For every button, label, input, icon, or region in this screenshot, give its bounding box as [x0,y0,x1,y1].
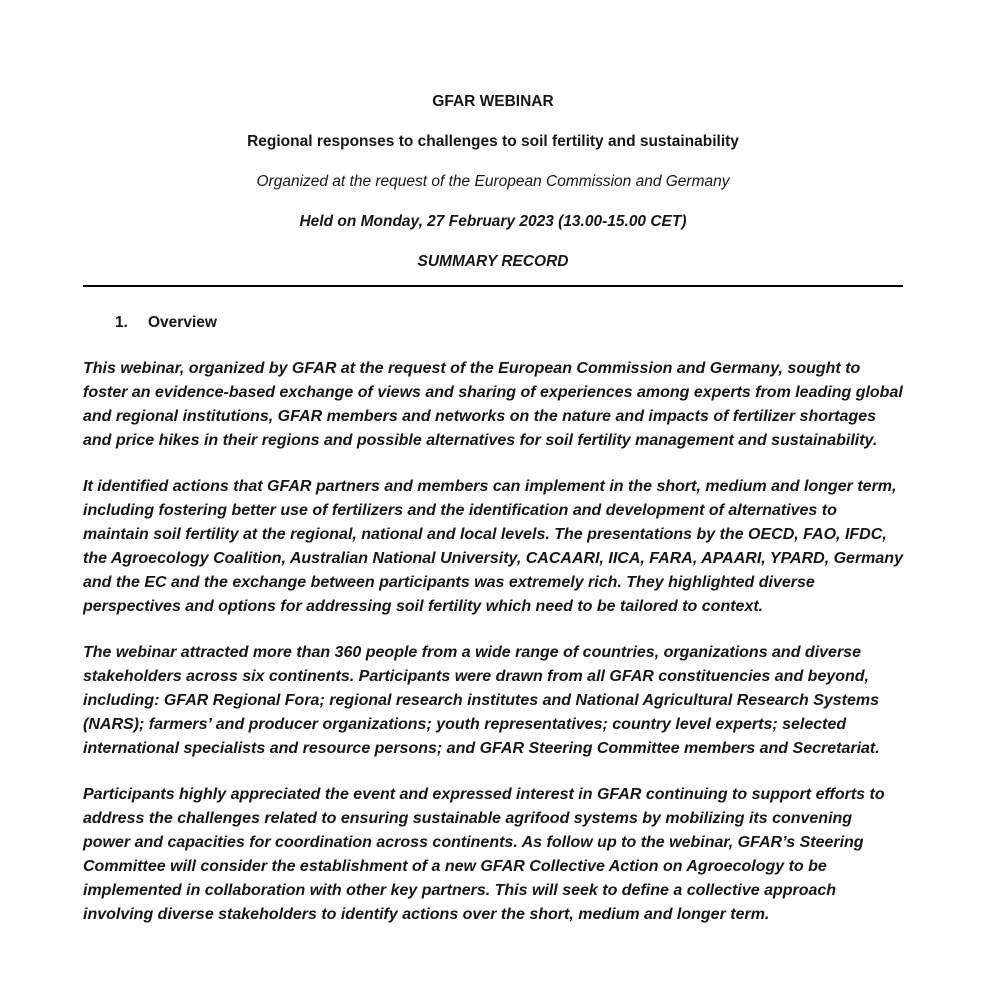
held-date-line: Held on Monday, 27 February 2023 (13.00-15.00 CET) [299,213,687,230]
paragraph-overview-4: Participants highly appreciated the event and expressed interest in GFAR continuing to support efforts to address the challenges related to ensuring sustainable agrifood systems by mobilizing its convening power and capacities for coordination across continents. As follow up to the webinar, GFAR’s Steering Committee will consider the establishment of a new GFAR Collective Action on Agroecology to be implemented in collaboration with other key partners. This will seek to define a collective approach involving diverse stakeholders to identify actions over the short, medium and longer term. [83,786,885,923]
section-number: 1. [115,314,128,331]
paragraph-overview-3: The webinar attracted more than 360 people from a wide range of countries, organizations and diverse stakeholders across six continents. Participants were drawn from all GFAR constituencies and beyond, including: GFAR Regional Fora; regional research institutes and National Agricultural Research Systems (NARS); farmers’ and producer organizations; youth representatives; country level experts; selected international specialists and resource persons; and GFAR Steering Committee members and Secretariat. [83,644,880,757]
paragraph-overview-2: It identified actions that GFAR partners and members can implement in the short, medium and longer term, including fostering better use of fertilizers and the identification and development of alternatives to maintain soil fertility at the regional, national and local levels. The presentations by the OECD, FAO, IFDC, the Agroecology Coalition, Australian National University, CACAARI, IICA, FARA, APAARI, YPARD, Germany and the EC and the exchange between participants was extremely rich. They highlighted diverse perspectives and options for addressing soil fertility which need to be tailored to context. [83,478,903,615]
organized-line: Organized at the request of the European Commission and Germany [256,173,730,190]
header-divider [83,285,903,287]
document-title: GFAR WEBINAR [432,93,554,110]
document-subtitle: Regional responses to challenges to soil fertility and sustainability [247,133,739,150]
summary-record-label: SUMMARY RECORD [417,253,569,270]
section-heading-overview [83,311,903,335]
document-header [83,90,903,287]
section-title: Overview [148,314,217,331]
paragraph-overview-1: This webinar, organized by GFAR at the request of the European Commission and Germany, sought to foster an evidence-based exchange of views and sharing of experiences among experts from leading global and regional institutions, GFAR members and networks on the nature and impacts of fertilizer shortages and price hikes in their regions and possible alternatives for soil fertility management and sustainability. [83,360,903,449]
